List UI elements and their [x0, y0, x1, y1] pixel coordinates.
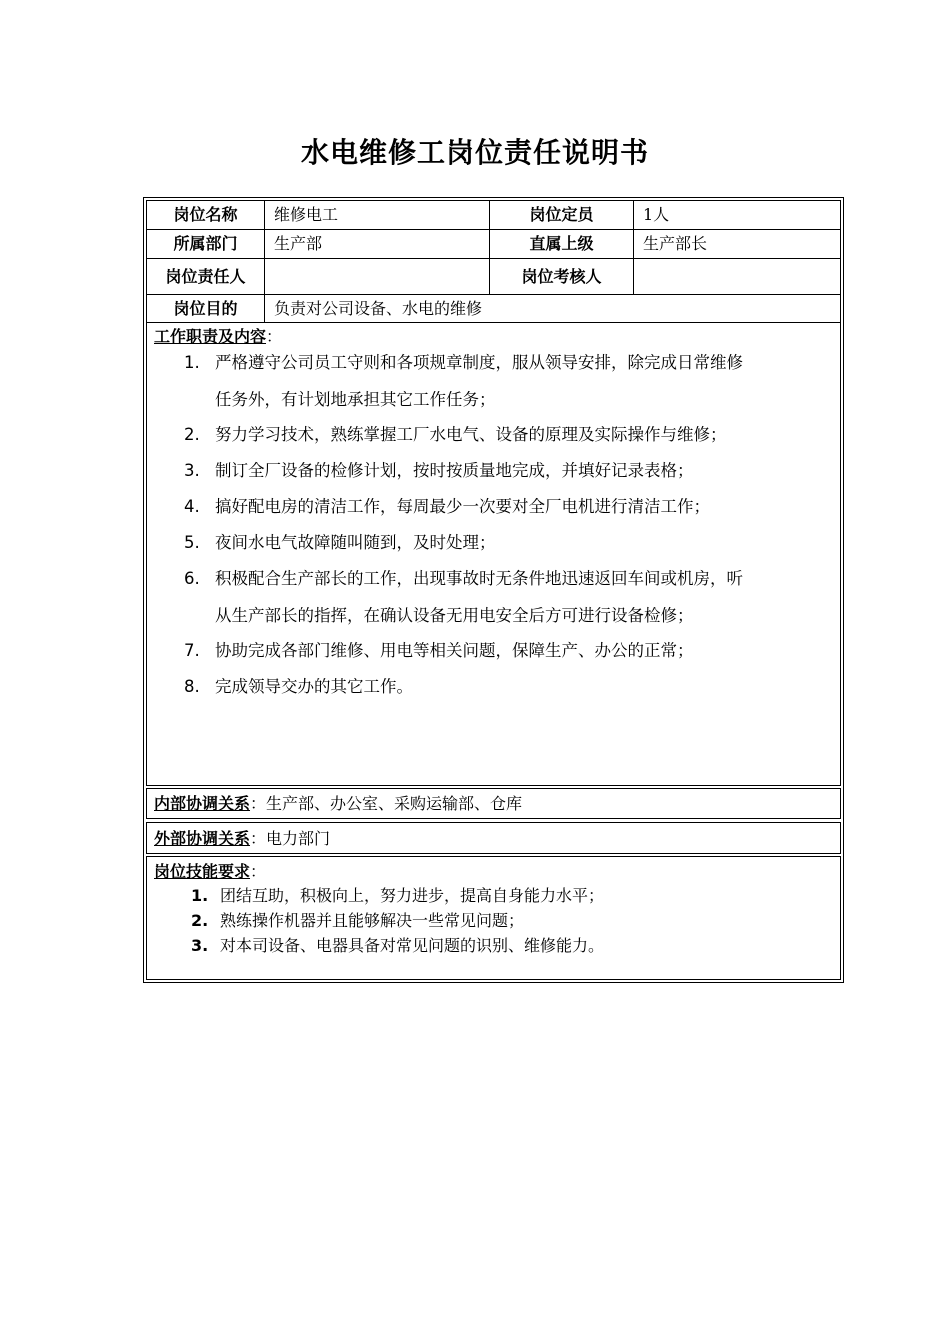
department-value: 生产部	[264, 229, 490, 259]
assessor-label: 岗位考核人	[489, 258, 634, 295]
superior-label: 直属上级	[489, 229, 634, 259]
duty-text: 搞好配电房的清洁工作，每周最少一次要对全厂电机进行清洁工作；	[215, 497, 710, 516]
purpose-label: 岗位目的	[146, 294, 265, 323]
duty-text: 严格遵守公司员工守则和各项规章制度，服从领导安排，除完成日常维修	[215, 353, 743, 372]
skills-heading: 岗位技能要求	[154, 862, 251, 881]
duty-text: 努力学习技术，熟练掌握工厂水电气、设备的原理及实际操作与维修；	[215, 425, 727, 444]
internal-coordination-value: 生产部、办公室、采购运输部、仓库	[266, 794, 523, 813]
headcount-value: 1人	[633, 200, 841, 230]
form-body	[146, 200, 841, 980]
post-name-label: 岗位名称	[146, 200, 265, 230]
duty-text: 制订全厂设备的检修计划，按时按质量地完成，并填好记录表格；	[215, 461, 694, 480]
skill-text: 对本司设备、电器具备对常见问题的识别、维修能力。	[220, 936, 605, 955]
responsible-person-label: 岗位责任人	[146, 258, 265, 295]
duty-number: 7.	[184, 641, 200, 660]
skill-number: 2.	[191, 911, 209, 930]
document-title: 水电维修工岗位责任说明书	[300, 136, 649, 169]
skill-text: 团结互助，积极向上，努力进步，提高自身能力水平；	[220, 886, 605, 905]
duty-number: 3.	[184, 461, 200, 480]
duty-text: 夜间水电气故障随叫随到，及时处理；	[215, 533, 496, 552]
post-name-value: 维修电工	[264, 200, 490, 230]
skill-number: 1.	[191, 886, 209, 905]
internal-coordination-line	[154, 794, 522, 814]
department-label: 所属部门	[146, 229, 265, 259]
superior-value: 生产部长	[633, 229, 841, 259]
duty-text: 协助完成各部门维修、用电等相关问题，保障生产、办公的正常；	[215, 641, 694, 660]
external-coordination-label: 外部协调关系	[154, 829, 251, 848]
skills-heading-line	[154, 862, 266, 882]
duties-heading-line	[154, 327, 282, 347]
duty-number: 5.	[184, 533, 200, 552]
duty-number: 4.	[184, 497, 200, 516]
duty-text: 完成领导交办的其它工作。	[215, 677, 413, 696]
external-colon: ：	[250, 829, 267, 848]
responsible-person-value	[264, 258, 490, 295]
duties-heading: 工作职责及内容	[154, 327, 267, 346]
duties-colon: ：	[266, 327, 283, 346]
duty-text-continued: 任务外，有计划地承担其它工作任务；	[215, 390, 496, 409]
duty-number: 2.	[184, 425, 200, 444]
headcount-label: 岗位定员	[489, 200, 634, 230]
skill-number: 3.	[191, 936, 209, 955]
duty-number: 1.	[184, 353, 200, 372]
duty-text: 积极配合生产部长的工作，出现事故时无条件地迅速返回车间或机房，听	[215, 569, 743, 588]
duty-number: 8.	[184, 677, 200, 696]
internal-colon: ：	[250, 794, 267, 813]
skill-text: 熟练操作机器并且能够解决一些常见问题；	[220, 911, 525, 930]
external-coordination-value: 电力部门	[266, 829, 331, 848]
external-coordination-line	[154, 829, 330, 849]
duty-text-continued: 从生产部长的指挥，在确认设备无用电安全后方可进行设备检修；	[215, 606, 694, 625]
purpose-value: 负责对公司设备、水电的维修	[264, 294, 841, 323]
internal-coordination-label: 内部协调关系	[154, 794, 251, 813]
assessor-value	[633, 258, 841, 295]
duty-number: 6.	[184, 569, 200, 588]
skills-colon: ：	[250, 862, 267, 881]
